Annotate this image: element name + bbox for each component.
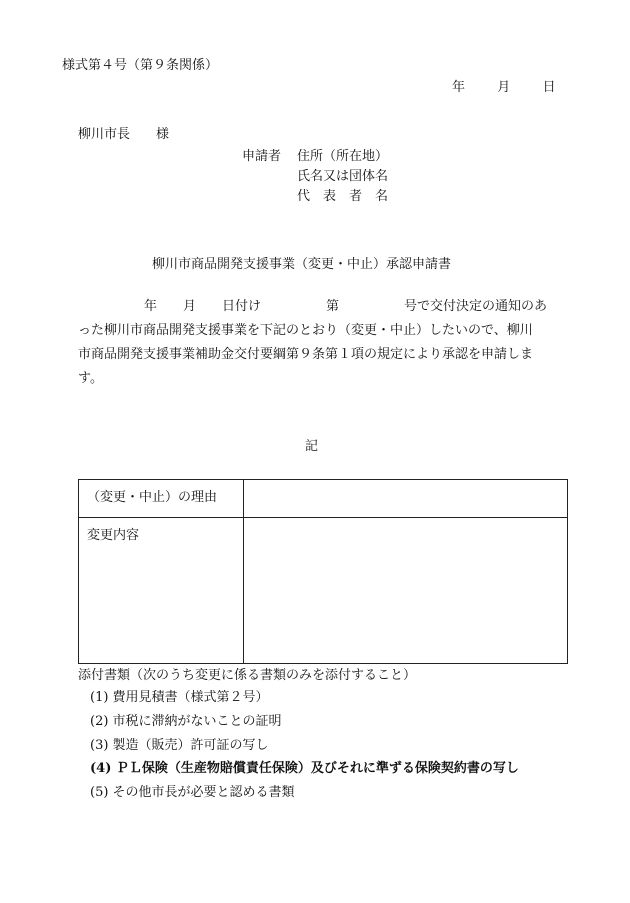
applicant-label: 申請者 — [242, 149, 282, 164]
attachments-heading: 添付書類（次のうち変更に係る書類のみを添付すること） — [78, 668, 417, 683]
date-year: 年 — [452, 80, 466, 95]
attachment-item: (3) 製造（販売）許可証の写し — [90, 738, 269, 753]
attachment-item: (2) 市税に滞納がないことの証明 — [90, 714, 282, 729]
reason-label: （変更・中止）の理由 — [79, 480, 244, 518]
applicant-address: 住所（所在地） — [297, 149, 389, 164]
body-line: す。 — [78, 371, 103, 386]
form-number: 様式第４号（第９条関係） — [62, 58, 219, 73]
body-line: 市商品開発支援事業補助金交付要綱第９条第１項の規定により承認を申請しま — [78, 347, 534, 362]
attachment-item: (1) 費用見積書（様式第２号） — [90, 690, 269, 705]
applicant-name: 氏名又は団体名 — [297, 169, 389, 184]
table-row-content — [79, 518, 568, 664]
attachment-item: (4) ＰＬ保険（生産物賠償責任保険）及びそれに準ずる保険契約書の写し — [90, 761, 519, 776]
body-line: 年 月 日付け 第 号で交付決定の通知のあ — [144, 299, 548, 314]
applicant-representative: 代 表 者 名 — [297, 189, 389, 204]
body-line: った柳川市商品開発支援事業を下記のとおり（変更・中止）したいので、柳川 — [78, 323, 533, 338]
content-field[interactable] — [244, 518, 568, 664]
attachment-item: (5) その他市長が必要と認める書類 — [90, 785, 295, 800]
ki-heading: 記 — [305, 439, 319, 454]
date-month: 月 — [497, 80, 511, 95]
reason-field[interactable] — [244, 480, 568, 518]
table-row-reason — [79, 480, 568, 518]
recipient: 柳川市長 様 — [78, 127, 170, 142]
date-day: 日 — [542, 80, 556, 95]
content-label: 変更内容 — [79, 518, 244, 664]
document-title: 柳川市商品開発支援事業（変更・中止）承認申請書 — [152, 257, 452, 272]
detail-table — [78, 479, 568, 664]
date-line — [452, 81, 556, 94]
